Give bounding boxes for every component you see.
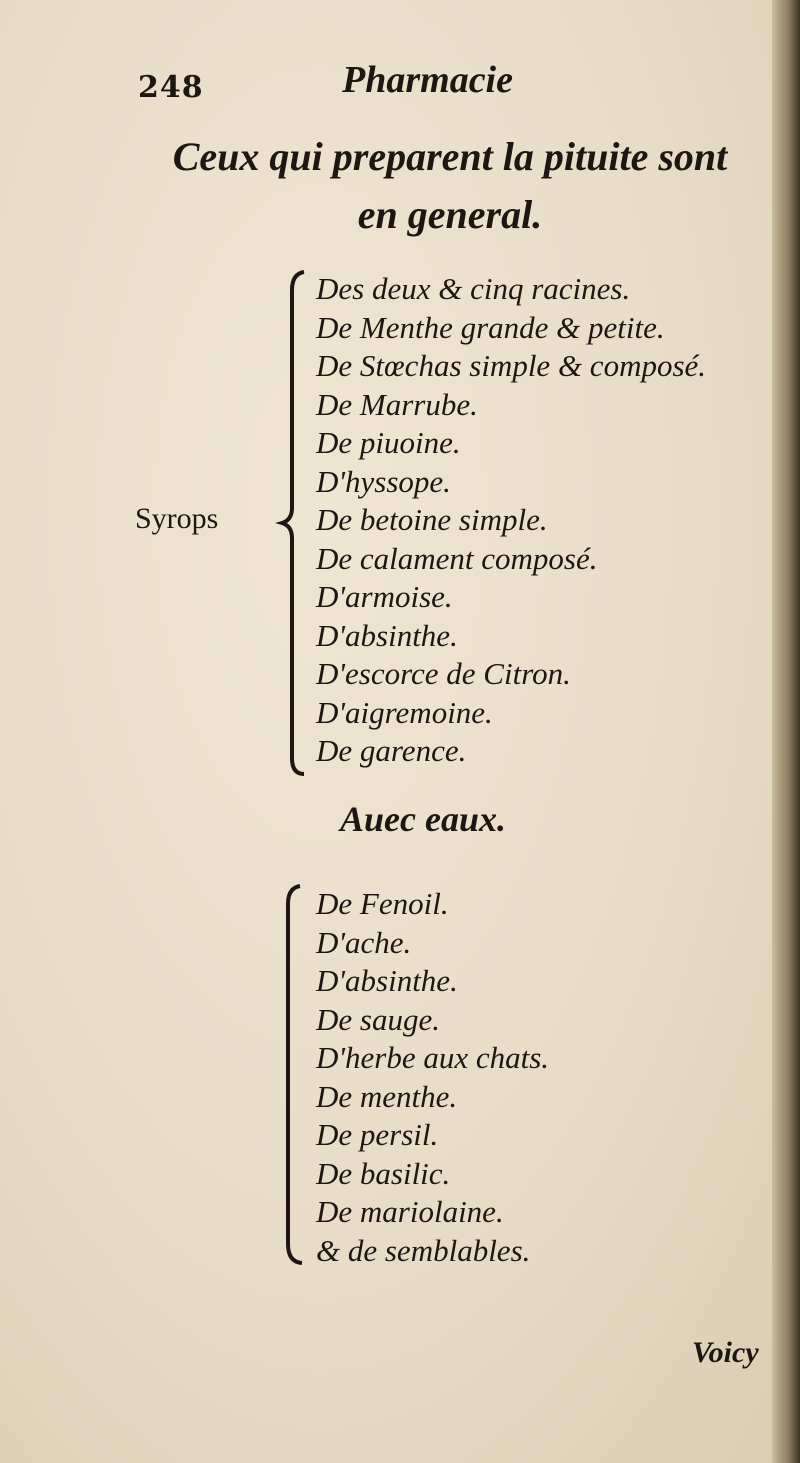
list-item: De garence. — [316, 733, 467, 768]
running-head: Pharmacie — [342, 59, 513, 101]
list-item: D'armoise. — [316, 579, 453, 614]
list-item: De betoine simple. — [316, 502, 548, 537]
list-item: D'absinthe. — [316, 963, 458, 998]
catchword: Voicy — [692, 1336, 759, 1369]
list-item: De Fenoil. — [316, 886, 449, 921]
page-number: 248 — [138, 70, 204, 105]
eaux-brace — [268, 882, 308, 1267]
list-item: D'aigremoine. — [316, 694, 493, 730]
list-item: De persil. — [316, 1117, 439, 1152]
list-item: De menthe. — [316, 1078, 458, 1114]
list-item: & de semblables. — [316, 1232, 531, 1268]
list-item: De mariolaine. — [316, 1194, 504, 1229]
list-item: De sauge. — [316, 1001, 440, 1037]
section-heading — [150, 128, 750, 244]
list-item: D'ache. — [316, 924, 412, 960]
list-item: D'herbe aux chats. — [316, 1040, 550, 1075]
list-item: D'hyssope. — [316, 463, 451, 499]
subheading: Auec eaux. — [340, 799, 506, 839]
syrops-list — [316, 270, 706, 771]
heading-line-1: Ceux qui preparent la pituite sont — [172, 134, 728, 179]
syrops-label: Syrops — [135, 502, 219, 535]
list-item: Des deux & cinq racines. — [316, 271, 631, 306]
list-item: De Marrube. — [316, 386, 478, 422]
heading-line-2: en general. — [357, 192, 543, 237]
list-item: De calament composé. — [316, 540, 598, 576]
list-item: D'escorce de Citron. — [316, 656, 571, 691]
syrops-brace — [274, 268, 314, 778]
list-item: De Stœchas simple & composé. — [316, 348, 707, 383]
list-item: De Menthe grande & petite. — [316, 309, 665, 345]
list-item: D'absinthe. — [316, 617, 458, 653]
list-item: De basilic. — [316, 1155, 451, 1191]
list-item: De piuoine. — [316, 425, 461, 460]
book-spine-edge — [772, 0, 800, 1463]
eaux-list — [316, 885, 549, 1270]
